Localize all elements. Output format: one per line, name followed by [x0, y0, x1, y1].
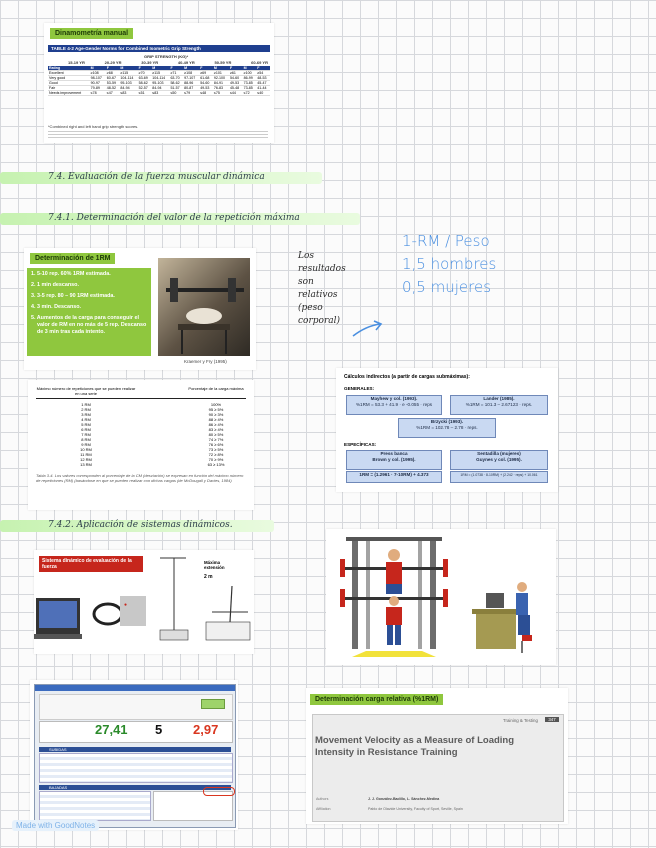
table-cell: ≥115: [119, 71, 137, 76]
table-cell: 48-52: [106, 86, 120, 91]
reps-value: 7 RM: [81, 432, 91, 437]
grip-age-groups: [68, 60, 268, 65]
heading-7-4-2: 7.4.2. Aplicación de sistemas dinámicos.: [48, 520, 233, 530]
value-1: 27,41: [95, 722, 128, 737]
table-header-cell: F: [138, 66, 152, 71]
reps-value: 9 RM: [81, 442, 91, 447]
table-cell: ≤48: [199, 91, 213, 96]
goodnotes-watermark: Made with GoodNotes: [12, 820, 99, 831]
percent-value: 86 ≥ 4%: [208, 422, 224, 427]
table-cell: 86-99: [243, 76, 257, 81]
table-cell: ≥115: [151, 71, 169, 76]
reps-value: 2 RM: [81, 407, 91, 412]
calculos-indirectos-card: [336, 368, 558, 492]
table-cell: 95-103: [119, 81, 137, 86]
table-cell: ≤47: [106, 91, 120, 96]
photo-caption: Kraemer y Fry (1995): [184, 359, 227, 364]
note-line: relativos: [298, 290, 338, 300]
paper-preview: [312, 714, 564, 822]
handwritten-note-right: [402, 230, 496, 299]
formula-box-sentadilla: [450, 450, 548, 470]
reps-value: 8 RM: [81, 437, 91, 442]
heading-7-4: 7.4. Evaluación de la fuerza muscular dinámica: [48, 172, 265, 182]
table-cell: 49-53: [199, 86, 213, 91]
formula-text: 1RM = (1.2961 · 7-10RM) + 4.373: [359, 472, 429, 477]
reps-table-body: [36, 402, 246, 467]
table-header-cell: F: [169, 66, 183, 71]
authors-label: Authors: [316, 797, 329, 801]
note-line: (peso: [298, 303, 323, 313]
table-cell: 98-107: [90, 76, 106, 81]
authors-text: J. J. González-Badillo, L. Sánchez-Medina: [368, 797, 440, 801]
note-line: corporal): [298, 316, 340, 326]
paper-title: Movement Velocity as a Measure of Loading Intensity in Resistance Training: [315, 735, 515, 758]
reps-value: 11 RM: [80, 452, 92, 457]
annotation-2m: 2 m: [204, 574, 213, 580]
grip-footnote: *Combined right and left hand grip strength scores.: [48, 124, 139, 129]
table-cell: Good: [48, 81, 90, 86]
table-cell: ≤72: [243, 91, 257, 96]
table-cell: 104-114: [119, 76, 137, 81]
table-cell: 84-94: [151, 86, 169, 91]
subidas-table: [39, 753, 233, 783]
table-header-cell: F: [256, 66, 270, 71]
table-cell: ≤50: [169, 91, 183, 96]
table-header-cell: M: [119, 66, 137, 71]
percent-value: 70 ≥ 9%: [208, 457, 224, 462]
table-cell: 95-103: [151, 81, 169, 86]
carga-relativa-card: [306, 688, 568, 824]
table-cell: 51-57: [169, 86, 183, 91]
handwritten-arrow-icon: [350, 318, 386, 340]
formula-text: Brown y col. (1995).: [372, 457, 416, 462]
formula-text: %1RM = 102.78 – 2.78 · reps.: [416, 425, 478, 430]
table-header-cell: Rating: [48, 66, 90, 71]
determinacion-1rm-card: [24, 248, 256, 370]
formula-box-brzycki: [398, 418, 496, 438]
table-cell: 60-67: [106, 76, 120, 81]
table-cell: 58-62: [138, 81, 152, 86]
table-cell: ≥100: [243, 71, 257, 76]
software-screenshot-card: [30, 680, 238, 830]
formula-box-mayhew: [346, 395, 442, 415]
table-cell: ≤83: [119, 91, 137, 96]
reps-value: 4 RM: [81, 417, 91, 422]
table-cell: 63-69: [138, 76, 152, 81]
reps-caption: Tabla 3-4. Los valores corresponden al porcentaje de la CM (desviación) se expresan en función del máximo número de repeticiones (RM) (basándose en que se pueden realizar con dichas cargas (de McDougall y Davies, 1984): [36, 473, 244, 483]
table-cell: 54-60: [199, 81, 213, 86]
table-cell: ≤44: [229, 91, 243, 96]
step-item: 5. Aumentos de la carga para conseguir el valor de RM en no más de 5 rep. Descanso de 3 min tras cada intento.: [31, 315, 147, 335]
smith-machine-card: [326, 529, 556, 665]
grip-norms-table: [48, 66, 270, 96]
reps-value: 3 RM: [81, 412, 91, 417]
table-cell: 76-83: [213, 86, 229, 91]
percent-value: 63 ≥ 13%: [207, 462, 225, 467]
table-cell: 92-100: [213, 76, 229, 81]
table-cell: ≤79: [183, 91, 199, 96]
reps-percentage-card: [28, 380, 254, 510]
reps-col1-header: Máximo número de repeticiones que se pueden realizar en una serie: [36, 386, 136, 396]
section-subidas: SUBIDAS: [39, 747, 231, 752]
table-cell: Needs improvement: [48, 91, 90, 96]
encoder-device-illustration: [34, 594, 150, 652]
software-button[interactable]: [201, 699, 225, 709]
age-group: 40-49 YR: [177, 60, 195, 65]
table-cell: ≥71: [169, 71, 183, 76]
value-3: 2,97: [193, 722, 219, 737]
section-bajadas: BAJADAS: [39, 785, 231, 790]
affiliation-label: Affiliation: [316, 807, 331, 811]
formula-name: Brzycki (1993).: [430, 419, 464, 424]
table-cell: 63-70: [169, 76, 183, 81]
observaciones-highlight: [203, 787, 235, 796]
table-cell: 79-89: [90, 86, 106, 91]
reps-value: 13 RM: [80, 462, 92, 467]
table-cell: ≥108: [90, 71, 106, 76]
percent-value: 72 ≥ 8%: [208, 452, 224, 457]
table-cell: ≤40: [256, 91, 270, 96]
table-cell: 84-91: [213, 81, 229, 86]
table-cell: ≤51: [138, 91, 152, 96]
note-line: resultados: [298, 264, 346, 274]
table-cell: ≥61: [229, 71, 243, 76]
especificas-label: ESPECÍFICAS:: [344, 442, 377, 447]
table-cell: 48-53: [256, 76, 270, 81]
determinacion-1rm-label: Determinación de 1RM: [30, 253, 115, 264]
formula-box-guynes: [450, 471, 548, 483]
table-cell: 104-114: [151, 76, 169, 81]
percent-value: 88 ≥ 4%: [208, 417, 224, 422]
table-cell: 88-96: [183, 81, 199, 86]
table-cell: Very good: [48, 76, 90, 81]
age-group: 50-59 YR: [214, 60, 232, 65]
table-cell: ≤78: [90, 91, 106, 96]
dinamometria-label: Dinamometría manual: [50, 28, 133, 39]
table-header-cell: M: [183, 66, 199, 71]
grip-table: [48, 66, 270, 96]
table-cell: ≥108: [183, 71, 199, 76]
table-header-cell: F: [229, 66, 243, 71]
table-row: [48, 91, 270, 96]
grip-source-lines: [48, 131, 268, 139]
table-cell: 45-48: [229, 86, 243, 91]
age-group: 20-29 YR: [104, 60, 122, 65]
step-item: 1. 5-10 rep. 60% 1RM estimada.: [31, 271, 111, 277]
table-cell: 73-85: [243, 81, 257, 86]
reps-value: 10 RM: [80, 447, 92, 452]
table-cell: 90-97: [90, 81, 106, 86]
formula-name: Sentadilla (mujeres): [477, 451, 521, 456]
note-line: 1-RM / Peso: [402, 232, 490, 250]
table-cell: 73-85: [243, 86, 257, 91]
carga-relativa-label: Determinación carga relativa (%1RM): [310, 694, 443, 705]
table-cell: 54-60: [229, 76, 243, 81]
note-line: Los: [298, 251, 315, 261]
formula-text: 1RM = (1.0738 · 8-10RM) + (2.242 · reps) + 10.061: [460, 473, 538, 477]
formula-name: Lander (1985).: [483, 396, 515, 401]
table-cell: ≥101: [213, 71, 229, 76]
bajadas-table: [39, 791, 151, 821]
table-cell: ≥69: [199, 71, 213, 76]
formula-name: Mayhew y col. (1993).: [370, 396, 418, 401]
table-cell: Excellent: [48, 71, 90, 76]
table-cell: 58-62: [169, 81, 183, 86]
smith-machine-illustration: [326, 529, 556, 665]
table-cell: 80-87: [183, 86, 199, 91]
step-item: 2. 1 min descanso.: [31, 282, 79, 288]
table-header-cell: F: [199, 66, 213, 71]
table-cell: ≥68: [106, 71, 120, 76]
percent-value: 90 ≥ 3%: [208, 412, 224, 417]
dinamometria-card: [44, 23, 274, 143]
heading-7-4-1: 7.4.1. Determinación del valor de la repetición máxima: [48, 213, 300, 223]
reps-value: 6 RM: [81, 427, 91, 432]
percent-value: 74 ≥ 7%: [208, 437, 224, 442]
formula-box-lander: [450, 395, 548, 415]
percent-value: 76 ≥ 6%: [208, 442, 224, 447]
table-cell: 97-107: [183, 76, 199, 81]
table-header-cell: M: [151, 66, 169, 71]
affiliation-text: Pablo de Olavide University, Faculty of Sport, Seville, Spain: [368, 807, 463, 811]
journal-name: Training & Testing: [503, 718, 538, 723]
formula-text: %1RM = 101.3 – 2.67123 · reps.: [465, 402, 533, 407]
grip-table-title: TABLE 4-2 Age-Gender Norms for Combined Isometric Grip Strength: [48, 45, 270, 52]
sistema-label: Sistema dinámico de evaluación de la fuerza: [39, 556, 143, 572]
indirect-title: Cálculos indirectos (a partir de cargas submáximas):: [344, 374, 470, 380]
formula-box-press-banca: [346, 450, 442, 470]
note-line: 1,5 hombres: [402, 255, 497, 273]
handwritten-note-left: [298, 250, 346, 328]
step-item: 4. 3 min. Descanso.: [31, 304, 82, 310]
formula-name: Press banca: [380, 451, 408, 456]
table-cell: 49-53: [229, 81, 243, 86]
percent-value: 95 ≥ 5%: [208, 407, 224, 412]
table-header-cell: M: [243, 66, 257, 71]
steps-panel: [27, 268, 151, 356]
table-header-cell: M: [213, 66, 229, 71]
list-item: [36, 462, 246, 467]
table-cell: 53-59: [106, 81, 120, 86]
generales-label: GENERALES:: [344, 386, 375, 391]
annotation-max-extension: Máxima extensión: [204, 560, 225, 570]
percent-value: 80 ≥ 5%: [208, 432, 224, 437]
bench-press-photo: [158, 258, 250, 356]
reps-table-header: [36, 386, 246, 399]
table-cell: ≤75: [213, 91, 229, 96]
table-cell: ≤83: [151, 91, 169, 96]
table-cell: 84-94: [119, 86, 137, 91]
table-cell: 61-68: [199, 76, 213, 81]
table-header-cell: M: [90, 66, 106, 71]
table-cell: ≥70: [138, 71, 152, 76]
note-line: 0,5 mujeres: [402, 278, 492, 296]
bench-press-illustration: [158, 258, 250, 356]
grip-table-header-note: GRIP STRENGTH (KG)*: [144, 54, 189, 59]
percent-value: 73 ≥ 5%: [208, 447, 224, 452]
age-group: 60-69 YR: [251, 60, 268, 65]
bar-lift-diagram: [152, 552, 252, 652]
value-2: 5: [155, 722, 163, 737]
table-cell: 41-44: [256, 86, 270, 91]
percent-value: 100%: [210, 402, 222, 407]
table-cell: ≥54: [256, 71, 270, 76]
svg-text:●: ●: [124, 602, 128, 608]
sistema-dinamico-card: [34, 550, 254, 654]
reps-value: 1 RM: [81, 402, 91, 407]
reps-value: 12 RM: [80, 457, 92, 462]
table-cell: Fair: [48, 86, 90, 91]
software-titlebar: [35, 685, 235, 691]
percent-value: 83 ≥ 4%: [208, 427, 224, 432]
formula-box-brown: [346, 471, 442, 483]
table-header-cell: F: [106, 66, 120, 71]
step-item: 3. 3-5 rep. 80 – 90 1RM estimada.: [31, 293, 115, 299]
formula-text: Guynes y col. (1995).: [476, 457, 522, 462]
table-cell: 52-57: [138, 86, 152, 91]
reps-value: 5 RM: [81, 422, 91, 427]
formula-text: %1RM = 53.3 + 41.9 · e -0.055 · reps: [355, 402, 433, 407]
software-window: [34, 684, 236, 828]
note-line: son: [298, 277, 314, 287]
reps-col2-header: Porcentaje de la carga máxima: [188, 386, 244, 391]
page-number: 347: [545, 717, 559, 722]
age-group: 30-39 YR: [141, 60, 159, 65]
age-group: 15-19 YR: [68, 60, 85, 65]
table-cell: 45-47: [256, 81, 270, 86]
